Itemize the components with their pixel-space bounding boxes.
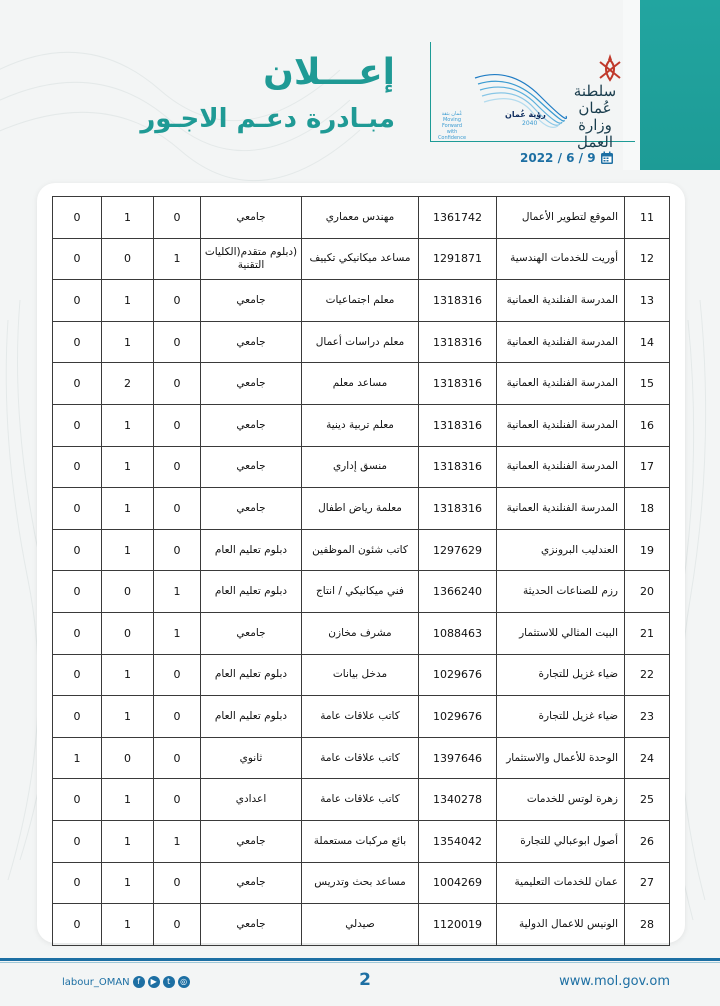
count-3: 0: [53, 238, 102, 280]
count-1: 0: [154, 862, 201, 904]
table-row: [53, 197, 670, 239]
job-title: كاتب علاقات عامة: [302, 779, 419, 821]
social-handle: [62, 976, 190, 988]
count-2: 0: [102, 571, 154, 613]
company-name: رزم للصناعات الحديثة: [497, 571, 625, 613]
vision-tagline: عُمان بثقة Moving Forward with Confidence: [437, 111, 467, 141]
count-3: 0: [53, 696, 102, 738]
row-number: 20: [625, 571, 670, 613]
page-subtitle: مبـادرة دعـم الاجـور: [140, 104, 395, 134]
count-3: 1: [53, 737, 102, 779]
job-title: معلم دراسات أعمال: [302, 321, 419, 363]
company-name: المدرسة الفنلندية العمانية: [497, 321, 625, 363]
table-row: [53, 571, 670, 613]
ministry-name: سلطنة عُمان وزارة العمل: [573, 82, 617, 151]
row-number: 13: [625, 280, 670, 322]
count-1: 0: [154, 197, 201, 239]
job-title: مساعد بحث وتدريس: [302, 862, 419, 904]
count-3: 0: [53, 779, 102, 821]
oman-emblem-icon: [596, 52, 624, 82]
count-2: 1: [102, 488, 154, 530]
qualification: جامعي: [201, 612, 302, 654]
row-number: 26: [625, 820, 670, 862]
jobs-table: [52, 196, 670, 946]
count-1: 0: [154, 488, 201, 530]
count-1: 0: [154, 446, 201, 488]
job-title: صيدلي: [302, 904, 419, 946]
job-title: معلمة رياض اطفال: [302, 488, 419, 530]
registration-number: 1366240: [419, 571, 497, 613]
count-1: 1: [154, 820, 201, 862]
instagram-icon[interactable]: ◎: [178, 976, 190, 988]
vision-year: 2040: [522, 120, 538, 127]
company-name: المدرسة الفنلندية العمانية: [497, 404, 625, 446]
qualification: دبلوم تعليم العام: [201, 696, 302, 738]
count-1: 0: [154, 363, 201, 405]
row-number: 22: [625, 654, 670, 696]
qualification: جامعي: [201, 488, 302, 530]
table-row: [53, 612, 670, 654]
count-3: 0: [53, 363, 102, 405]
qualification: دبلوم تعليم العام: [201, 654, 302, 696]
table-row: [53, 446, 670, 488]
row-number: 18: [625, 488, 670, 530]
handle-text: labour_OMAN: [62, 976, 130, 988]
company-name: المدرسة الفنلندية العمانية: [497, 446, 625, 488]
page-title: إعـــلان: [263, 52, 395, 93]
row-number: 23: [625, 696, 670, 738]
count-1: 0: [154, 321, 201, 363]
qualification: دبلوم تعليم العام: [201, 529, 302, 571]
count-1: 0: [154, 737, 201, 779]
row-number: 12: [625, 238, 670, 280]
row-number: 27: [625, 862, 670, 904]
count-3: 0: [53, 197, 102, 239]
company-name: المدرسة الفنلندية العمانية: [497, 280, 625, 322]
row-number: 24: [625, 737, 670, 779]
registration-number: 1318316: [419, 321, 497, 363]
count-2: 1: [102, 779, 154, 821]
qualification: جامعي: [201, 404, 302, 446]
count-3: 0: [53, 654, 102, 696]
row-number: 25: [625, 779, 670, 821]
registration-number: 1297629: [419, 529, 497, 571]
qualification: جامعي: [201, 862, 302, 904]
registration-number: 1291871: [419, 238, 497, 280]
company-name: البيت المثالي للاستثمار: [497, 612, 625, 654]
table-row: [53, 779, 670, 821]
job-title: مساعد معلم: [302, 363, 419, 405]
job-title: معلم تربية دينية: [302, 404, 419, 446]
twitter-icon[interactable]: t: [163, 976, 175, 988]
count-3: 0: [53, 612, 102, 654]
company-name: عمان للخدمات التعليمية: [497, 862, 625, 904]
count-2: 0: [102, 737, 154, 779]
registration-number: 1004269: [419, 862, 497, 904]
header-accent-bar: [640, 0, 720, 170]
count-3: 0: [53, 404, 102, 446]
table-row: [53, 280, 670, 322]
company-name: الونيس للاعمال الدولية: [497, 904, 625, 946]
company-name: زهرة لوتس للخدمات: [497, 779, 625, 821]
table-row: [53, 862, 670, 904]
job-title: مساعد ميكانيكي تكييف: [302, 238, 419, 280]
row-number: 21: [625, 612, 670, 654]
count-1: 0: [154, 696, 201, 738]
job-title: كاتب علاقات عامة: [302, 696, 419, 738]
count-3: 0: [53, 280, 102, 322]
count-2: 0: [102, 612, 154, 654]
company-name: ضياء غزيل للتجارة: [497, 654, 625, 696]
job-title: منسق إداري: [302, 446, 419, 488]
registration-number: 1340278: [419, 779, 497, 821]
registration-number: 1318316: [419, 446, 497, 488]
count-1: 0: [154, 654, 201, 696]
count-2: 1: [102, 862, 154, 904]
count-3: 0: [53, 820, 102, 862]
table-row: [53, 321, 670, 363]
table-row: [53, 904, 670, 946]
row-number: 28: [625, 904, 670, 946]
count-2: 1: [102, 654, 154, 696]
qualification: جامعي: [201, 321, 302, 363]
table-row: [53, 488, 670, 530]
count-2: 2: [102, 363, 154, 405]
count-1: 0: [154, 529, 201, 571]
page-number: 2: [359, 970, 371, 990]
count-2: 1: [102, 404, 154, 446]
count-3: 0: [53, 488, 102, 530]
count-2: 1: [102, 446, 154, 488]
vision-text: رؤية عُمان: [505, 110, 546, 119]
count-1: 0: [154, 779, 201, 821]
count-1: 1: [154, 571, 201, 613]
count-2: 1: [102, 904, 154, 946]
company-name: المدرسة الفنلندية العمانية: [497, 488, 625, 530]
count-3: 0: [53, 529, 102, 571]
qualification: جامعي: [201, 363, 302, 405]
company-name: الوحدة للأعمال والاستثمار: [497, 737, 625, 779]
row-number: 16: [625, 404, 670, 446]
registration-number: 1397646: [419, 737, 497, 779]
qualification: اعدادي: [201, 779, 302, 821]
count-1: 1: [154, 238, 201, 280]
job-title: مشرف مخازن: [302, 612, 419, 654]
website-link[interactable]: www.mol.gov.om: [559, 974, 670, 989]
row-number: 17: [625, 446, 670, 488]
qualification: جامعي: [201, 280, 302, 322]
qualification: دبلوم تعليم العام: [201, 571, 302, 613]
count-1: 0: [154, 280, 201, 322]
registration-number: 1318316: [419, 280, 497, 322]
count-2: 1: [102, 696, 154, 738]
job-title: معلم اجتماعيات: [302, 280, 419, 322]
count-3: 0: [53, 446, 102, 488]
job-title: بائع مركبات مستعملة: [302, 820, 419, 862]
company-name: الموقع لتطوير الأعمال: [497, 197, 625, 239]
company-name: أوريت للخدمات الهندسية: [497, 238, 625, 280]
calendar-icon: [600, 151, 614, 165]
count-3: 0: [53, 321, 102, 363]
registration-number: 1318316: [419, 404, 497, 446]
count-2: 0: [102, 238, 154, 280]
count-1: 0: [154, 404, 201, 446]
count-2: 1: [102, 820, 154, 862]
count-2: 1: [102, 280, 154, 322]
qualification: جامعي: [201, 197, 302, 239]
registration-number: 1354042: [419, 820, 497, 862]
job-title: فني ميكانيكي / انتاج: [302, 571, 419, 613]
registration-number: 1029676: [419, 696, 497, 738]
qualification: جامعي: [201, 904, 302, 946]
count-1: 0: [154, 904, 201, 946]
table-row: [53, 529, 670, 571]
row-number: 14: [625, 321, 670, 363]
table-row: [53, 696, 670, 738]
company-name: أصول ابوعبالي للتجارة: [497, 820, 625, 862]
count-3: 0: [53, 862, 102, 904]
count-2: 1: [102, 529, 154, 571]
count-1: 1: [154, 612, 201, 654]
qualification: جامعي: [201, 446, 302, 488]
youtube-icon[interactable]: ▶: [148, 976, 160, 988]
job-title: كاتب علاقات عامة: [302, 737, 419, 779]
footer-divider: [0, 958, 720, 961]
company-name: ضياء غزيل للتجارة: [497, 696, 625, 738]
facebook-icon[interactable]: f: [133, 976, 145, 988]
registration-number: 1361742: [419, 197, 497, 239]
qualification: ثانوي: [201, 737, 302, 779]
registration-number: 1318316: [419, 488, 497, 530]
row-number: 19: [625, 529, 670, 571]
count-3: 0: [53, 904, 102, 946]
registration-number: 1029676: [419, 654, 497, 696]
date-text: 2022 / 6 / 9: [520, 151, 596, 165]
count-2: 1: [102, 197, 154, 239]
table-row: [53, 404, 670, 446]
registration-number: 1120019: [419, 904, 497, 946]
table-row: [53, 363, 670, 405]
registration-number: 1318316: [419, 363, 497, 405]
row-number: 15: [625, 363, 670, 405]
table-row: [53, 238, 670, 280]
job-title: كاتب شئون الموظفين: [302, 529, 419, 571]
table-row: [53, 654, 670, 696]
table-row: [53, 737, 670, 779]
count-3: 0: [53, 571, 102, 613]
company-name: المدرسة الفنلندية العمانية: [497, 363, 625, 405]
footer-divider-thin: [0, 962, 720, 963]
job-title: مدخل بيانات: [302, 654, 419, 696]
qualification: (دبلوم متقدم(الكليات التقنية: [201, 238, 302, 280]
job-title: مهندس معماري: [302, 197, 419, 239]
table-row: [53, 820, 670, 862]
registration-number: 1088463: [419, 612, 497, 654]
qualification: جامعي: [201, 820, 302, 862]
company-name: العندليب البرونزي: [497, 529, 625, 571]
row-number: 11: [625, 197, 670, 239]
count-2: 1: [102, 321, 154, 363]
date-stamp: [520, 151, 620, 165]
